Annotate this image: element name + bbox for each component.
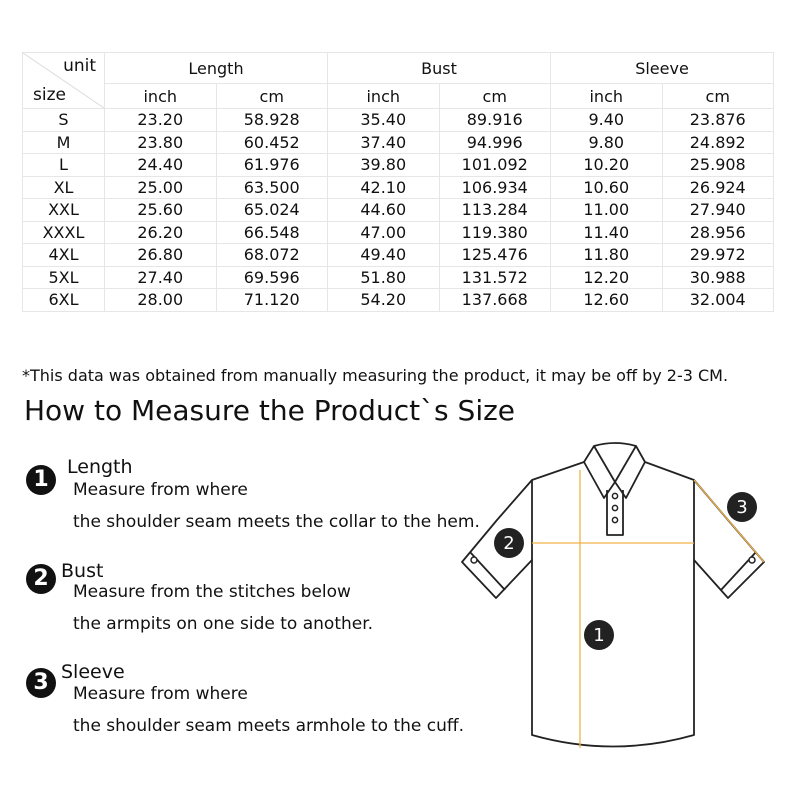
marker-1-icon: [584, 620, 614, 650]
measurement-cell: 69.596: [216, 266, 328, 289]
table-row: [23, 154, 774, 177]
size-label-cell: XL: [23, 176, 105, 199]
measurement-cell: 28.956: [662, 221, 774, 244]
size-label-cell: XXL: [23, 199, 105, 222]
instruction-length-line1: Measure from where: [73, 480, 248, 500]
measurement-cell: 25.00: [105, 176, 217, 199]
number-2-badge-icon: 2: [26, 564, 56, 594]
marker-2-label: 2: [503, 533, 515, 554]
group-header-bust: Bust: [328, 53, 551, 84]
measurement-cell: 10.60: [551, 176, 663, 199]
marker-2-icon: [494, 528, 524, 558]
table-row: [23, 176, 774, 199]
measurement-cell: 89.916: [439, 109, 551, 132]
subheader-cell: inch: [551, 84, 663, 109]
measurement-cell: 24.892: [662, 131, 774, 154]
measurement-cell: 58.928: [216, 109, 328, 132]
measurement-cell: 23.876: [662, 109, 774, 132]
measurement-cell: 25.908: [662, 154, 774, 177]
measurement-cell: 37.40: [328, 131, 440, 154]
size-label-cell: 4XL: [23, 244, 105, 267]
size-label-cell: L: [23, 154, 105, 177]
table-row: [23, 289, 774, 312]
measurement-cell: 39.80: [328, 154, 440, 177]
size-label-cell: M: [23, 131, 105, 154]
measurement-cell: 27.40: [105, 266, 217, 289]
measurement-cell: 106.934: [439, 176, 551, 199]
measurement-cell: 26.80: [105, 244, 217, 267]
measurement-cell: 11.80: [551, 244, 663, 267]
table-row: [23, 244, 774, 267]
size-label-cell: 5XL: [23, 266, 105, 289]
measurement-cell: 32.004: [662, 289, 774, 312]
number-1-badge-icon: 1: [26, 465, 56, 495]
measurement-cell: 49.40: [328, 244, 440, 267]
measurement-cell: 44.60: [328, 199, 440, 222]
measurement-cell: 63.500: [216, 176, 328, 199]
measurement-cell: 27.940: [662, 199, 774, 222]
size-table: [22, 52, 774, 312]
instruction-bust-title: Bust: [61, 560, 104, 582]
instruction-sleeve-line1: Measure from where: [73, 684, 248, 704]
table-row: [23, 221, 774, 244]
instruction-sleeve-title: Sleeve: [61, 661, 125, 683]
measurement-cell: 26.20: [105, 221, 217, 244]
measurement-cell: 131.572: [439, 266, 551, 289]
measurement-cell: 35.40: [328, 109, 440, 132]
shirt-outline: [462, 443, 764, 747]
table-row: [23, 109, 774, 132]
measurement-cell: 61.976: [216, 154, 328, 177]
corner-unit-label: unit: [63, 56, 96, 76]
marker-3-label: 3: [736, 497, 748, 518]
instruction-length-line2: the shoulder seam meets the collar to the hem.: [73, 512, 480, 532]
measurement-cell: 11.00: [551, 199, 663, 222]
measurement-cell: 66.548: [216, 221, 328, 244]
measurement-cell: 47.00: [328, 221, 440, 244]
measurement-cell: 137.668: [439, 289, 551, 312]
measurement-cell: 71.120: [216, 289, 328, 312]
measurement-cell: 26.924: [662, 176, 774, 199]
corner-size-label: size: [33, 85, 66, 105]
measurement-cell: 9.40: [551, 109, 663, 132]
subheader-cell: inch: [105, 84, 217, 109]
measurement-cell: 51.80: [328, 266, 440, 289]
table-corner-cell: [23, 53, 105, 109]
size-label-cell: XXXL: [23, 221, 105, 244]
measurement-cell: 24.40: [105, 154, 217, 177]
table-row: [23, 199, 774, 222]
shirt-diagram: [455, 440, 775, 760]
measurement-note: *This data was obtained from manually measuring the product, it may be off by 2-3 CM.: [22, 366, 729, 385]
measurement-cell: 12.20: [551, 266, 663, 289]
table-header-row: [23, 53, 774, 84]
measurement-cell: 42.10: [328, 176, 440, 199]
measurement-cell: 101.092: [439, 154, 551, 177]
measurement-cell: 25.60: [105, 199, 217, 222]
marker-1-label: 1: [593, 625, 605, 646]
group-header-sleeve: Sleeve: [551, 53, 774, 84]
measurement-cell: 94.996: [439, 131, 551, 154]
measurement-cell: 23.20: [105, 109, 217, 132]
measurement-cell: 12.60: [551, 289, 663, 312]
measurement-cell: 125.476: [439, 244, 551, 267]
size-label-cell: 6XL: [23, 289, 105, 312]
instruction-sleeve-line2: the shoulder seam meets armhole to the cuff.: [73, 716, 465, 736]
table-row: [23, 266, 774, 289]
instruction-bust-line1: Measure from the stitches below: [73, 582, 351, 602]
instruction-length-title: Length: [67, 456, 133, 478]
measurement-cell: 65.024: [216, 199, 328, 222]
subheader-cell: cm: [662, 84, 774, 109]
measurement-cell: 28.00: [105, 289, 217, 312]
measurement-cell: 119.380: [439, 221, 551, 244]
measurement-cell: 23.80: [105, 131, 217, 154]
measurement-cell: 54.20: [328, 289, 440, 312]
instruction-bust-line2: the armpits on one side to another.: [73, 614, 374, 634]
measurement-cell: 68.072: [216, 244, 328, 267]
subheader-cell: cm: [216, 84, 328, 109]
size-label-cell: S: [23, 109, 105, 132]
number-3-badge-icon: 3: [26, 668, 56, 698]
measurement-cell: 29.972: [662, 244, 774, 267]
measurement-cell: 113.284: [439, 199, 551, 222]
group-header-length: Length: [105, 53, 328, 84]
measurement-cell: 10.20: [551, 154, 663, 177]
subheader-cell: inch: [328, 84, 440, 109]
marker-3-icon: [727, 492, 757, 522]
table-row: [23, 131, 774, 154]
table-subheader-row: [23, 84, 774, 109]
measurement-cell: 60.452: [216, 131, 328, 154]
measurement-cell: 30.988: [662, 266, 774, 289]
measurement-cell: 9.80: [551, 131, 663, 154]
subheader-cell: cm: [439, 84, 551, 109]
page-heading: How to Measure the Product`s Size: [24, 394, 516, 427]
measurement-cell: 11.40: [551, 221, 663, 244]
